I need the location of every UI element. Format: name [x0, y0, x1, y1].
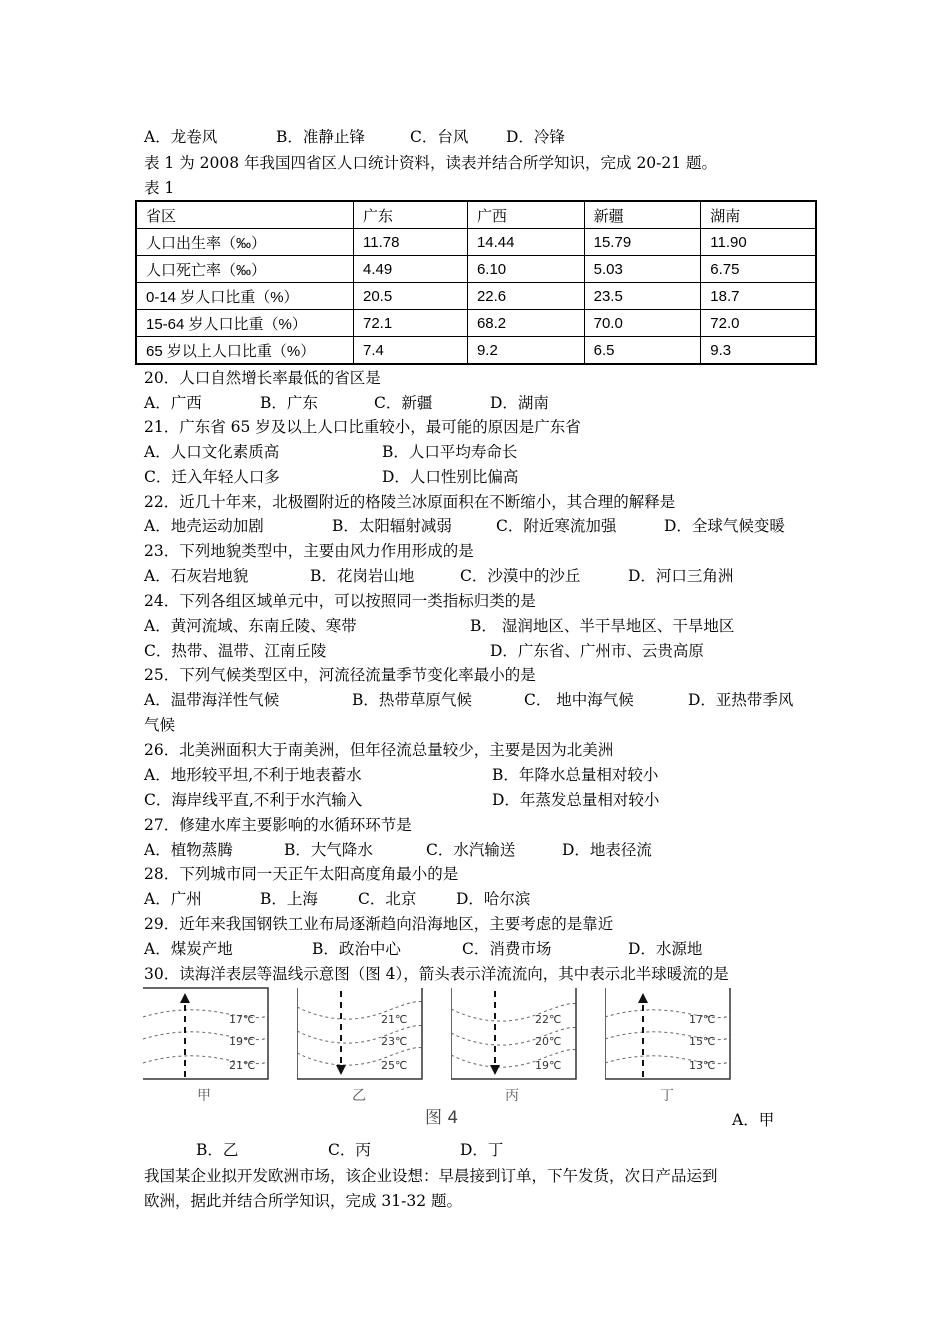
option: A．甲 [732, 1111, 775, 1129]
table-header-cell: 省区 [136, 201, 354, 229]
table-cell: 4.49 [354, 256, 468, 283]
table-cell: 人口出生率（‰） [136, 229, 354, 256]
option: B．大气降水 [284, 841, 373, 859]
table-cell: 68.2 [467, 310, 584, 337]
option: B．热带草原气候 [352, 691, 472, 709]
option: D．哈尔滨 [456, 890, 531, 908]
option: C．水汽输送 [426, 841, 516, 859]
q25-wrap: 气候 [144, 716, 176, 734]
question-27: 27．修建水库主要影响的水循环环节是 [144, 816, 412, 834]
option: D．人口性别比偏高 [382, 468, 519, 486]
table-cell: 20.5 [354, 283, 468, 310]
option: C．丙 [328, 1141, 371, 1159]
table-cell: 65 岁以上人口比重（%） [136, 337, 354, 365]
table-header-cell: 新疆 [584, 201, 701, 229]
figure-caption: 图 4 [425, 1108, 459, 1128]
table-caption: 表 1 [144, 179, 175, 197]
table-cell: 18.7 [701, 283, 816, 310]
table-cell: 7.4 [354, 337, 468, 365]
table-cell: 72.1 [354, 310, 468, 337]
option: D．冷锋 [506, 128, 565, 146]
passage-31-32-cont: 欧洲，据此并结合所学知识，完成 31-32 题。 [144, 1192, 463, 1210]
option: C．北京 [358, 890, 417, 908]
figure-label: 乙 [352, 1088, 366, 1104]
table-cell: 11.90 [701, 229, 816, 256]
question-28: 28．下列城市同一天正午太阳高度角最小的是 [144, 865, 459, 883]
option: D．丁 [460, 1141, 504, 1159]
option: A．石灰岩地貌 [144, 567, 249, 585]
option: A．广州 [144, 890, 202, 908]
option: C．迁入年轻人口多 [144, 468, 280, 486]
table-header-cell: 湖南 [701, 201, 816, 229]
option: D．湖南 [490, 394, 549, 412]
table-row [136, 256, 816, 283]
option: C．海岸线平直,不利于水汽输入 [144, 791, 363, 809]
isotherm-label: 17℃ [689, 1013, 716, 1026]
question-20: 20．人口自然增长率最低的省区是 [144, 369, 381, 387]
table-cell: 15-64 岁人口比重（%） [136, 310, 354, 337]
figure-ding [605, 987, 731, 1080]
option: B．太阳辐射减弱 [332, 517, 452, 535]
table-cell: 6.5 [584, 337, 701, 365]
isotherm-label: 21℃ [381, 1013, 408, 1026]
question-23: 23．下列地貌类型中，主要由风力作用形成的是 [144, 542, 474, 560]
isotherm-label: 20℃ [535, 1035, 562, 1048]
table-header-row [136, 201, 816, 229]
option: B．人口平均寿命长 [382, 443, 518, 461]
table-cell: 9.3 [701, 337, 816, 365]
option: C． 地中海气候 [524, 691, 634, 709]
question-26: 26．北美洲面积大于南美洲，但年径流总量较少，主要是因为北美洲 [144, 741, 614, 759]
population-table [135, 200, 817, 365]
option: C．附近寒流加强 [496, 517, 617, 535]
option: B．政治中心 [312, 940, 401, 958]
table-cell: 14.44 [467, 229, 584, 256]
question-30: 30．读海洋表层等温线示意图（图 4），箭头表示洋流流向，其中表示北半球暖流的是 [144, 965, 729, 983]
option: A．黄河流域、东南丘陵、寒带 [144, 617, 357, 635]
table-row [136, 310, 816, 337]
figure-jia [143, 987, 269, 1080]
table-cell: 0-14 岁人口比重（%） [136, 283, 354, 310]
option: B．广东 [260, 394, 318, 412]
option: A．植物蒸腾 [144, 841, 233, 859]
option: C．沙漠中的沙丘 [460, 567, 581, 585]
figure-label: 丁 [660, 1088, 674, 1104]
isotherm-label: 19℃ [229, 1035, 256, 1048]
option: B．上海 [260, 890, 318, 908]
isotherm-label: 13℃ [689, 1059, 716, 1072]
option: C．台风 [410, 128, 469, 146]
option: B． 湿润地区、半干旱地区、干旱地区 [470, 617, 735, 635]
passage-31-32: 我国某企业拟开发欧洲市场，该企业设想：早晨接到订单，下午发货，次日产品运到 [144, 1167, 718, 1185]
figure-bing [451, 987, 577, 1080]
question-29: 29．近年来我国钢铁工业布局逐渐趋向沿海地区，主要考虑的是靠近 [144, 915, 614, 933]
question-25: 25．下列气候类型区中，河流径流量季节变化率最小的是 [144, 666, 536, 684]
option: C．新疆 [374, 394, 433, 412]
option: D．广东省、广州市、云贵高原 [490, 642, 704, 660]
table-cell: 22.6 [467, 283, 584, 310]
table-row [136, 229, 816, 256]
table-cell: 6.10 [467, 256, 584, 283]
option: C．消费市场 [462, 940, 552, 958]
isotherm-label: 21℃ [229, 1059, 256, 1072]
table-header-cell: 广西 [467, 201, 584, 229]
option: B．准静止锋 [276, 128, 365, 146]
isotherm-label: 23℃ [381, 1035, 408, 1048]
isotherm-label: 22℃ [535, 1013, 562, 1026]
isotherm-label: 15℃ [689, 1035, 716, 1048]
option: B．乙 [196, 1141, 239, 1159]
option: C．热带、温带、江南丘陵 [144, 642, 327, 660]
option: B．花岗岩山地 [310, 567, 415, 585]
option: D．河口三角洲 [628, 567, 734, 585]
option: A．人口文化素质高 [144, 443, 280, 461]
option: D．水源地 [628, 940, 703, 958]
option: A．地形较平坦,不利于地表蓄水 [144, 766, 362, 784]
table-cell: 人口死亡率（‰） [136, 256, 354, 283]
table-intro: 表 1 为 2008 年我国四省区人口统计资料，读表并结合所学知识，完成 20-21 题。 [144, 154, 718, 172]
question-21: 21．广东省 65 岁及以上人口比重较小，最可能的原因是广东省 [144, 418, 581, 436]
table-cell: 70.0 [584, 310, 701, 337]
figure-label: 甲 [197, 1088, 211, 1104]
table-cell: 6.75 [701, 256, 816, 283]
option: A．龙卷风 [144, 128, 218, 146]
question-22: 22．近几十年来，北极圈附近的格陵兰冰原面积在不断缩小，其合理的解释是 [144, 493, 676, 511]
table-cell: 72.0 [701, 310, 816, 337]
table-cell: 5.03 [584, 256, 701, 283]
table-header-cell: 广东 [354, 201, 468, 229]
option: A．地壳运动加剧 [144, 517, 264, 535]
isotherm-label: 17℃ [229, 1013, 256, 1026]
question-24: 24．下列各组区域单元中，可以按照同一类指标归类的是 [144, 592, 536, 610]
option: D．年蒸发总量相对较小 [492, 791, 660, 809]
option: B．年降水总量相对较小 [492, 766, 659, 784]
option: A．煤炭产地 [144, 940, 233, 958]
option: D．亚热带季风 [688, 691, 794, 709]
table-cell: 15.79 [584, 229, 701, 256]
figure-label: 丙 [505, 1088, 519, 1104]
option: A．温带海洋性气候 [144, 691, 280, 709]
table-row [136, 337, 816, 365]
table-cell: 9.2 [467, 337, 584, 365]
option: D．地表径流 [562, 841, 652, 859]
isotherm-label: 25℃ [381, 1059, 408, 1072]
table-row [136, 283, 816, 310]
option: D．全球气候变暖 [664, 517, 785, 535]
figure-yi [297, 987, 423, 1080]
table-cell: 11.78 [354, 229, 468, 256]
table-cell: 23.5 [584, 283, 701, 310]
isotherm-label: 19℃ [535, 1059, 562, 1072]
option: A．广西 [144, 394, 202, 412]
